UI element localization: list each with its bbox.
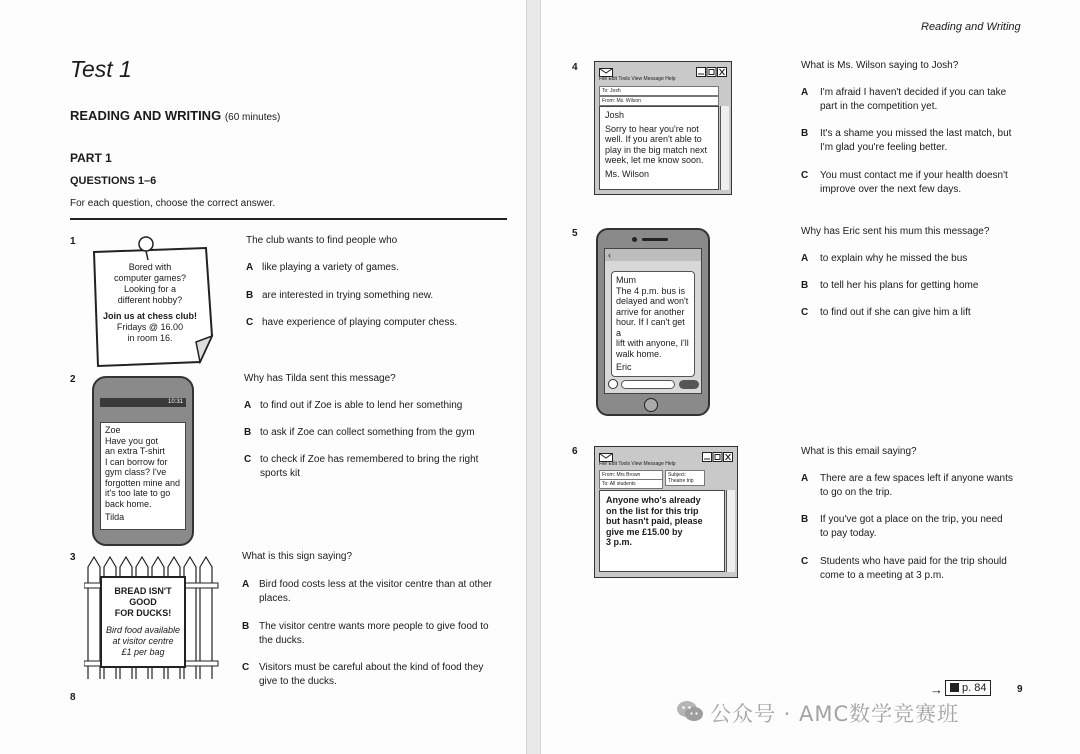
home-button[interactable]	[644, 398, 658, 412]
message-signature: Tilda	[105, 512, 125, 522]
message-line: an extra T-shirt	[105, 446, 165, 456]
page-ref-box[interactable]	[945, 680, 991, 696]
option-text: to tell her his plans for getting home	[820, 280, 979, 291]
option-text-line: I'm afraid I haven't decided if you can take	[820, 87, 1007, 98]
email-from: From: Ms. Wilson	[599, 96, 719, 106]
page-ref-arrow-icon: →	[930, 682, 943, 697]
option-text-line: the ducks.	[259, 635, 305, 646]
test-title: Test 1	[70, 56, 132, 82]
message-line: delayed and won't	[616, 296, 689, 306]
window-controls	[702, 449, 734, 467]
option-text-line: The visitor centre wants more people to give food to	[259, 621, 489, 632]
option-text: to explain why he missed the bus	[820, 253, 968, 264]
option-text-line: part in the competition yet.	[820, 101, 938, 112]
sign-italic-line: £1 per bag	[121, 647, 165, 657]
option-letter: C	[801, 556, 809, 567]
email-line: Anyone who's already	[606, 495, 701, 505]
question-5-stem: Why has Eric sent his mum this message?	[801, 226, 990, 237]
notice-line: Bored with	[128, 262, 172, 272]
question-3-stem: What is this sign saying?	[242, 551, 353, 562]
sign-bold-line: GOOD	[129, 597, 157, 607]
option-text	[820, 513, 1003, 541]
option-text-line: You must contact me if your health doesn't	[820, 170, 1008, 181]
option-text: are interested in trying something new.	[262, 290, 434, 301]
option-letter: B	[244, 427, 252, 438]
question-6-stem: What is this email saying?	[801, 446, 917, 457]
option-letter: B	[801, 128, 809, 139]
message-line: it's too late to go	[105, 488, 171, 498]
option-text-line: come to a meeting at 3 p.m.	[820, 570, 944, 581]
section-heading	[70, 108, 280, 123]
notice-detail: Fridays @ 16.00	[116, 322, 184, 332]
email-line: 3 p.m.	[606, 537, 633, 547]
question-3-number: 3	[70, 552, 76, 563]
option-text	[259, 661, 483, 689]
message-line: I can borrow for	[105, 456, 168, 467]
notice-detail: in room 16.	[127, 333, 173, 343]
question-6-email-window	[594, 446, 738, 578]
send-button[interactable]	[679, 380, 699, 389]
email-line: Sorry to hear you're not	[605, 123, 699, 134]
section-duration: (60 minutes)	[224, 112, 281, 123]
option-text-line: give to the ducks.	[259, 676, 337, 687]
option-text-line: There are a few spaces left if anyone wants	[820, 473, 1013, 484]
question-5-phone	[596, 228, 710, 416]
email-menu: File Edit Tools View Message Help	[599, 76, 676, 82]
question-1-stem: The club wants to find people who	[246, 235, 398, 246]
notice-line: Looking for a	[123, 284, 177, 294]
option-text-line: sports kit	[260, 468, 301, 479]
email-signature: Ms. Wilson	[605, 168, 650, 179]
email-scrollbar[interactable]	[720, 106, 729, 190]
question-2-phone	[92, 376, 194, 546]
option-text	[820, 127, 1011, 155]
phone-status-bar	[100, 398, 186, 407]
option-text-line: I'm glad you're feeling better.	[820, 142, 948, 153]
option-letter: C	[244, 454, 252, 465]
question-4-number: 4	[572, 62, 578, 73]
message-line: gym class? I've	[105, 467, 167, 477]
page-number-right: 9	[1017, 684, 1023, 695]
message-line: arrive for another	[616, 306, 685, 317]
notice-line: computer games?	[113, 273, 187, 283]
option-text	[820, 86, 1006, 114]
option-letter: C	[246, 317, 254, 328]
question-1-number: 1	[70, 236, 76, 247]
option-text	[260, 453, 478, 481]
subject-value: Theatre trip	[668, 478, 694, 484]
email-line: give me £15.00 by	[606, 526, 683, 537]
option-text	[820, 169, 1008, 197]
sign-italic-line: Bird food available	[105, 625, 181, 635]
sign-italic-line: at visitor centre	[112, 636, 174, 646]
running-header: Reading and Writing	[921, 21, 1021, 33]
phone-camera	[632, 237, 637, 242]
email-body	[599, 490, 725, 572]
email-line: on the list for this trip	[606, 505, 699, 516]
question-2-stem: Why has Tilda sent this message?	[244, 373, 396, 384]
question-4-stem: What is Ms. Wilson saying to Josh?	[801, 60, 959, 71]
option-letter: B	[801, 280, 809, 291]
option-text-line: to check if Zoe has remembered to bring the right	[260, 454, 479, 465]
message-line: back home.	[105, 498, 152, 509]
option-letter: C	[242, 662, 250, 673]
notice-text	[100, 262, 200, 344]
email-line: well. If you aren't able to	[605, 134, 702, 144]
phone-screen	[100, 422, 186, 530]
email-scrollbar[interactable]	[726, 490, 735, 572]
sign-bold-line: BREAD ISN'T	[114, 586, 172, 596]
option-text: have experience of playing computer chess.	[262, 317, 458, 328]
page-ref-text: p. 84	[962, 682, 987, 694]
part-heading: PART 1	[70, 151, 112, 165]
phone-screen	[604, 248, 702, 394]
option-letter: A	[801, 253, 809, 264]
option-text-line: Bird food costs less at the visitor centre than at other	[259, 579, 492, 590]
option-letter: A	[246, 262, 254, 273]
instructions-divider	[70, 218, 507, 220]
wechat-icon	[676, 700, 704, 722]
option-letter: A	[244, 400, 252, 411]
phone-speaker	[642, 238, 668, 241]
email-line: Josh	[605, 110, 625, 120]
message-line: lift with anyone, I'll	[616, 338, 689, 348]
option-text-line: to pay today.	[820, 528, 877, 539]
option-text-line: to go on the trip.	[820, 487, 893, 498]
right-page	[540, 0, 1080, 754]
question-3-sign	[100, 576, 186, 668]
option-text: to ask if Zoe can collect something from the gym	[260, 427, 475, 438]
option-text-line: Students who have paid for the trip should	[820, 556, 1007, 567]
option-text: to find out if she can give him a lift	[820, 307, 971, 318]
notice-line: different hobby?	[117, 295, 183, 305]
message-line: Zoe	[105, 425, 121, 435]
email-to: To: All students	[599, 479, 663, 489]
option-text-line: improve over the next few days.	[820, 184, 962, 195]
notice-bold-line: Join us at chess club!	[102, 311, 198, 321]
message-input[interactable]	[621, 380, 675, 389]
option-letter: B	[801, 514, 809, 525]
message-line: walk home.	[616, 348, 662, 359]
instructions: For each question, choose the correct answer.	[70, 198, 276, 209]
option-letter: A	[242, 579, 250, 590]
option-text-line: It's a shame you missed the last match, but	[820, 128, 1012, 139]
question-6-number: 6	[572, 446, 578, 457]
subject-label: Subject:	[668, 472, 687, 478]
sign-bold-line: FOR DUCKS!	[114, 608, 172, 618]
questions-range: QUESTIONS 1–6	[70, 175, 157, 187]
option-text	[820, 555, 1007, 583]
email-line: week, let me know soon.	[605, 155, 704, 165]
page-number-left: 8	[70, 692, 76, 703]
option-letter: C	[801, 170, 809, 181]
email-menu: File Edit Tools View Message Help	[599, 461, 676, 467]
email-from: From: Mrs Brown	[599, 470, 663, 480]
question-2-number: 2	[70, 374, 76, 385]
window-controls	[696, 64, 728, 82]
message-line: Mum	[616, 275, 636, 285]
option-text-line: Visitors must be careful about the kind of food they	[259, 662, 484, 673]
option-text	[820, 472, 1013, 500]
option-text: like playing a variety of games.	[262, 262, 399, 273]
option-letter: A	[801, 87, 809, 98]
message-line: Have you got	[105, 435, 159, 446]
option-text-line: places.	[259, 593, 291, 604]
option-letter: B	[242, 621, 250, 632]
email-to: To: Josh	[599, 86, 719, 96]
section-title: READING AND WRITING	[70, 108, 222, 123]
option-letter: B	[246, 290, 254, 301]
option-letter: C	[801, 307, 809, 318]
message-line: The 4 p.m. bus is	[616, 285, 686, 296]
question-4-email-window	[594, 61, 732, 195]
option-text	[259, 620, 489, 648]
watermark-text: 公众号 · AMC数学竞赛班	[710, 702, 960, 726]
question-5-number: 5	[572, 228, 578, 239]
message-line: hour. If I can't get a	[616, 317, 685, 338]
message-signature: Eric	[616, 362, 632, 372]
option-letter: A	[801, 473, 809, 484]
email-line: play in the big match next	[605, 144, 708, 155]
option-text	[259, 578, 492, 606]
answer-key-icon	[950, 683, 959, 692]
email-line: but hasn't paid, please	[606, 516, 703, 526]
email-body	[599, 106, 719, 190]
email-subject	[665, 470, 705, 486]
camera-icon[interactable]	[608, 379, 618, 389]
back-chevron-icon[interactable]: ‹	[605, 249, 701, 261]
option-text-line: If you've got a place on the trip, you need	[820, 514, 1003, 525]
status-time: 10:31	[167, 399, 183, 405]
left-page	[0, 0, 527, 754]
option-text: to find out if Zoe is able to lend her something	[260, 400, 463, 411]
message-bubble	[611, 271, 695, 377]
message-line: forgotten mine and	[105, 477, 181, 488]
